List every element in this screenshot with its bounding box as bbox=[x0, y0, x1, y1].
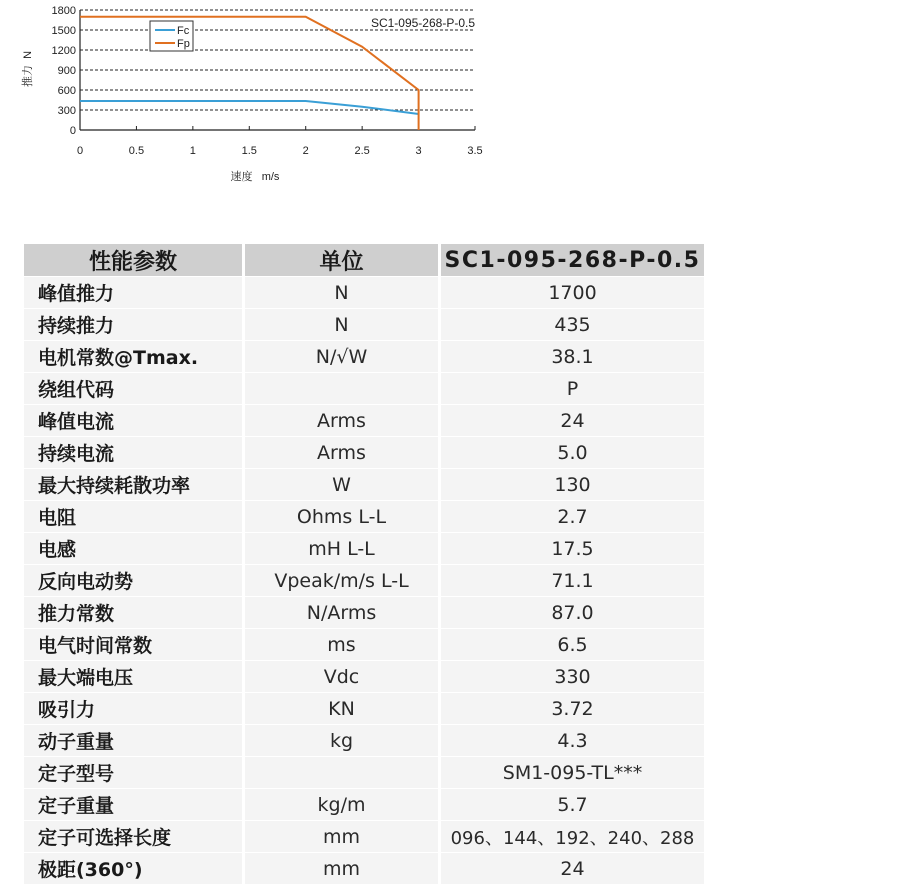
chart-legend bbox=[150, 21, 193, 51]
table-row bbox=[24, 404, 704, 436]
value-cell: SM1-095-TL*** bbox=[438, 756, 704, 788]
unit-cell bbox=[242, 372, 438, 404]
table-row bbox=[24, 276, 704, 308]
unit-cell: KN bbox=[242, 692, 438, 724]
parameter-cell: 动子重量 bbox=[24, 724, 242, 756]
x-tick-label: 2 bbox=[302, 145, 309, 157]
value-cell: 17.5 bbox=[438, 532, 704, 564]
table-row bbox=[24, 788, 704, 820]
legend-label-fc: Fc bbox=[177, 25, 190, 37]
y-tick-label: 0 bbox=[69, 125, 76, 137]
table-row bbox=[24, 468, 704, 500]
table-row bbox=[24, 532, 704, 564]
table-row bbox=[24, 660, 704, 692]
unit-cell: kg bbox=[242, 724, 438, 756]
value-cell: 5.7 bbox=[438, 788, 704, 820]
value-cell: 6.5 bbox=[438, 628, 704, 660]
unit-cell: N/√W bbox=[242, 340, 438, 372]
x-axis-label: 速度 m/s bbox=[230, 171, 280, 183]
table-row bbox=[24, 436, 704, 468]
unit-cell: W bbox=[242, 468, 438, 500]
parameter-cell: 持续推力 bbox=[24, 308, 242, 340]
force-speed-chart bbox=[0, 0, 520, 200]
x-tick-label: 0.5 bbox=[128, 145, 145, 157]
header-parameter: 性能参数 bbox=[24, 244, 242, 276]
value-cell: 87.0 bbox=[438, 596, 704, 628]
x-tick-label: 1.5 bbox=[241, 145, 257, 157]
x-tick-label: 2.5 bbox=[354, 145, 370, 157]
table-row bbox=[24, 756, 704, 788]
chart-title: SC1-095-268-P-0.5 bbox=[370, 16, 475, 30]
table-row bbox=[24, 340, 704, 372]
value-cell: 2.7 bbox=[438, 500, 704, 532]
table-row bbox=[24, 564, 704, 596]
series-line-fc bbox=[80, 101, 419, 114]
value-cell: 130 bbox=[438, 468, 704, 500]
unit-cell: Ohms L-L bbox=[242, 500, 438, 532]
y-tick-label: 1500 bbox=[51, 25, 76, 37]
unit-cell: Arms bbox=[242, 404, 438, 436]
parameter-cell: 持续电流 bbox=[24, 436, 242, 468]
unit-cell bbox=[242, 756, 438, 788]
value-cell: 1700 bbox=[438, 276, 704, 308]
table-row bbox=[24, 692, 704, 724]
value-cell: 435 bbox=[438, 308, 704, 340]
header-model: SC1-095-268-P-0.5 bbox=[438, 244, 704, 276]
unit-cell: ms bbox=[242, 628, 438, 660]
parameter-cell: 电阻 bbox=[24, 500, 242, 532]
parameter-cell: 峰值推力 bbox=[24, 276, 242, 308]
parameter-cell: 电气时间常数 bbox=[24, 628, 242, 660]
table-row bbox=[24, 820, 704, 852]
value-cell: 330 bbox=[438, 660, 704, 692]
chart-series bbox=[80, 17, 419, 130]
parameter-cell: 定子型号 bbox=[24, 756, 242, 788]
parameter-cell: 峰值电流 bbox=[24, 404, 242, 436]
spec-table-body bbox=[24, 276, 704, 884]
table-row bbox=[24, 628, 704, 660]
x-tick-label: 3.5 bbox=[467, 145, 483, 157]
unit-cell: mH L-L bbox=[242, 532, 438, 564]
unit-cell: N bbox=[242, 276, 438, 308]
y-tick-label: 1200 bbox=[51, 45, 76, 57]
y-tick-label: 1800 bbox=[51, 5, 76, 17]
value-cell: 4.3 bbox=[438, 724, 704, 756]
table-row bbox=[24, 500, 704, 532]
parameter-cell: 电感 bbox=[24, 532, 242, 564]
table-header-row bbox=[24, 244, 704, 276]
table-row bbox=[24, 372, 704, 404]
parameter-cell: 最大持续耗散功率 bbox=[24, 468, 242, 500]
unit-cell: Arms bbox=[242, 436, 438, 468]
table-row bbox=[24, 308, 704, 340]
unit-cell: N bbox=[242, 308, 438, 340]
header-unit: 单位 bbox=[242, 244, 438, 276]
value-cell: 096、144、192、240、288 bbox=[438, 820, 704, 852]
y-tick-label: 300 bbox=[57, 105, 76, 117]
value-cell: 38.1 bbox=[438, 340, 704, 372]
y-tick-label: 600 bbox=[57, 85, 76, 97]
value-cell: 5.0 bbox=[438, 436, 704, 468]
legend-label-fp: Fp bbox=[177, 38, 190, 50]
unit-cell: N/Arms bbox=[242, 596, 438, 628]
series-line-fp bbox=[80, 17, 419, 130]
parameter-cell: 推力常数 bbox=[24, 596, 242, 628]
x-tick-label: 3 bbox=[415, 145, 422, 157]
value-cell: 24 bbox=[438, 404, 704, 436]
parameter-cell: 反向电动势 bbox=[24, 564, 242, 596]
parameter-cell: 极距(360°) bbox=[24, 852, 242, 884]
unit-cell: Vdc bbox=[242, 660, 438, 692]
x-tick-label: 1 bbox=[189, 145, 196, 157]
parameter-cell: 定子可选择长度 bbox=[24, 820, 242, 852]
parameter-cell: 电机常数@Tmax. bbox=[24, 340, 242, 372]
parameter-cell: 最大端电压 bbox=[24, 660, 242, 692]
unit-cell: mm bbox=[242, 852, 438, 884]
spec-table bbox=[24, 244, 704, 884]
unit-cell: Vpeak/m/s L-L bbox=[242, 564, 438, 596]
table-row bbox=[24, 596, 704, 628]
parameter-cell: 定子重量 bbox=[24, 788, 242, 820]
table-row bbox=[24, 852, 704, 884]
value-cell: 71.1 bbox=[438, 564, 704, 596]
value-cell: 24 bbox=[438, 852, 704, 884]
x-tick-label: 0 bbox=[76, 145, 84, 157]
parameter-cell: 绕组代码 bbox=[24, 372, 242, 404]
unit-cell: mm bbox=[242, 820, 438, 852]
y-axis-label: 推力 N bbox=[22, 50, 34, 88]
unit-cell: kg/m bbox=[242, 788, 438, 820]
y-tick-label: 900 bbox=[57, 65, 76, 77]
value-cell: 3.72 bbox=[438, 692, 704, 724]
value-cell: P bbox=[438, 372, 704, 404]
table-row bbox=[24, 724, 704, 756]
parameter-cell: 吸引力 bbox=[24, 692, 242, 724]
